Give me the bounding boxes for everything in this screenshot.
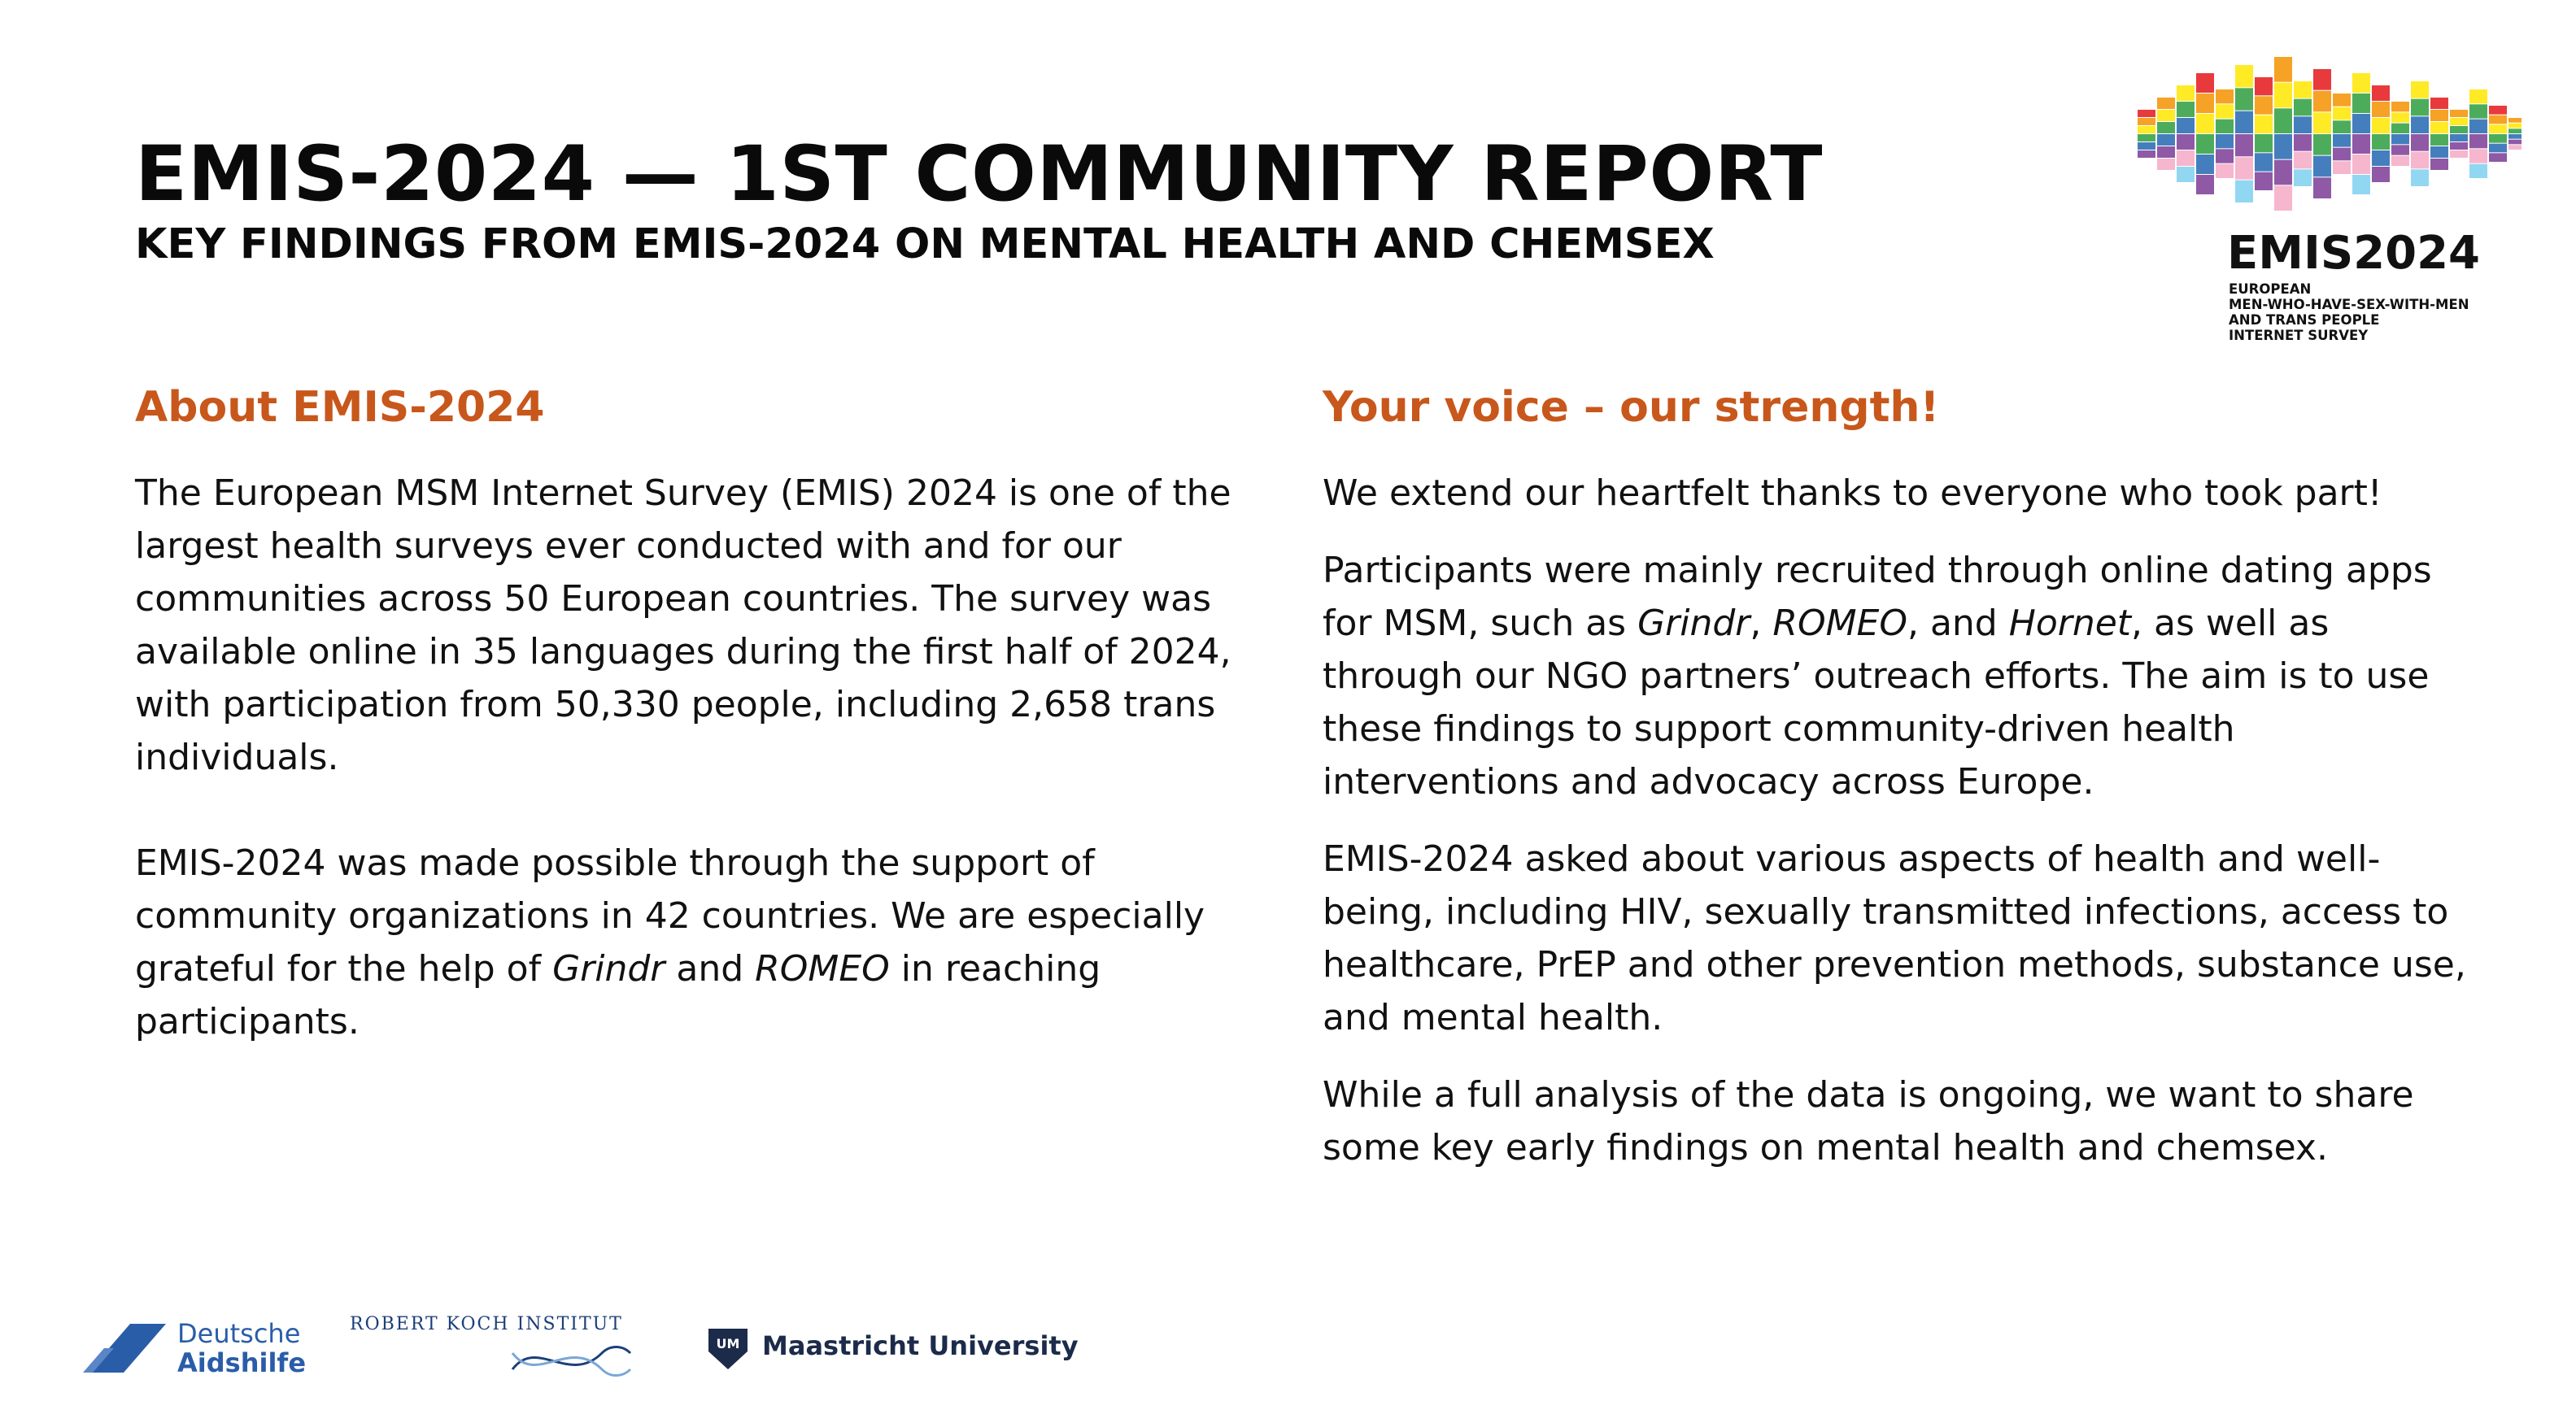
voice-heading: Your voice – our strength! bbox=[1323, 383, 1940, 432]
emis-logo-bar bbox=[2411, 81, 2429, 98]
emis-logo-bar bbox=[2508, 140, 2522, 145]
about-p2-text: in reaching participants. bbox=[135, 948, 1101, 1042]
deutsche-aidshilfe-logo bbox=[81, 1317, 309, 1382]
emis-logo-bar bbox=[2469, 149, 2487, 163]
voice-paragraph-4: While a full analysis of the data is ongoing, we want to share some key early findings on mental health and chemsex. bbox=[1323, 1074, 2414, 1168]
emis-logo-bar bbox=[2450, 142, 2468, 150]
emis-logo-bar bbox=[2430, 122, 2448, 133]
grindr-name: Grindr bbox=[1637, 603, 1750, 644]
emis-logo-bar bbox=[2216, 149, 2234, 163]
emis-logo-bar bbox=[2235, 157, 2253, 179]
romeo-name: ROMEO bbox=[1772, 603, 1907, 644]
report-header bbox=[135, 130, 1823, 270]
emis-logo-bar bbox=[2274, 160, 2292, 185]
emis-logo-bar bbox=[2255, 96, 2273, 114]
emis-logo-tagline bbox=[2229, 281, 2469, 343]
emis-logo-bar bbox=[2294, 116, 2312, 133]
emis-logo-bar bbox=[2469, 104, 2487, 118]
emis-logo-bar bbox=[2196, 94, 2214, 113]
voice-p2-text: Participants were mainly recruited through online dating apps for MSM, such as bbox=[1323, 550, 2432, 644]
emis-logo-bar bbox=[2333, 94, 2351, 107]
emis-logo-bar bbox=[2489, 106, 2507, 115]
voice-paragraph-2 bbox=[1323, 544, 2478, 808]
emis-logo-bar bbox=[2138, 126, 2155, 133]
robert-koch-institut-logo bbox=[350, 1303, 651, 1384]
emis-logo-bar bbox=[2177, 102, 2195, 117]
about-section bbox=[135, 379, 1274, 1048]
emis-logo-bar bbox=[2157, 122, 2175, 133]
emis-logo-bar bbox=[2430, 98, 2448, 109]
grindr-name: Grindr bbox=[552, 948, 665, 990]
emis-logo-bar bbox=[2508, 118, 2522, 123]
emis-logo-bar bbox=[2196, 114, 2214, 133]
emis-logo-bar bbox=[2333, 148, 2351, 161]
emis-logo-tagline-line: AND TRANS PEOPLE bbox=[2229, 312, 2380, 328]
emis-logo-bar bbox=[2391, 124, 2409, 133]
emis-logo-bar bbox=[2411, 116, 2429, 133]
emis-logo-bar bbox=[2196, 134, 2214, 154]
emis-logo-bar bbox=[2469, 164, 2487, 178]
emis-logo-bar bbox=[2274, 108, 2292, 133]
emis-logo-bars-icon bbox=[2131, 49, 2522, 220]
emis-logo-bar bbox=[2469, 89, 2487, 103]
emis-logo-bar bbox=[2216, 134, 2234, 148]
emis-logo-bar bbox=[2294, 152, 2312, 169]
hornet-name: Hornet bbox=[2008, 603, 2132, 644]
emis-logo-bar bbox=[2294, 81, 2312, 98]
emis-logo-bar bbox=[2216, 164, 2234, 178]
romeo-name: ROMEO bbox=[755, 948, 890, 990]
report-title: EMIS-2024 — 1ST COMMUNITY REPORT bbox=[135, 130, 1824, 219]
emis-logo-bar bbox=[2489, 134, 2507, 143]
emis-logo-bar bbox=[2177, 85, 2195, 101]
emis-logo-bar bbox=[2157, 146, 2175, 158]
voice-p2-text: , and bbox=[1907, 603, 2009, 644]
emis-logo-bar bbox=[2157, 134, 2175, 146]
emis-logo-bar bbox=[2255, 115, 2273, 133]
emis-logo-bar bbox=[2196, 154, 2214, 174]
rki-name: ROBERT KOCH INSTITUT bbox=[350, 1314, 623, 1334]
emis-logo-brand: EMIS2024 bbox=[2227, 227, 2481, 280]
emis-logo-bar bbox=[2391, 134, 2409, 144]
emis-logo-tagline-line: MEN-WHO-HAVE-SEX-WITH-MEN bbox=[2229, 297, 2469, 312]
emis-logo-bar bbox=[2411, 169, 2429, 186]
about-heading: About EMIS-2024 bbox=[135, 383, 545, 432]
emis-logo-bar bbox=[2508, 134, 2522, 139]
emis-logo-bar bbox=[2411, 152, 2429, 169]
emis-logo-bar bbox=[2216, 104, 2234, 118]
voice-p2-text: , as well as through our NGO partners’ outreach efforts. The aim is to use these findings to support community-driven health interventions and advocacy across Europe. bbox=[1323, 603, 2430, 803]
emis-logo-bar bbox=[2352, 73, 2370, 93]
emis-logo-bar bbox=[2391, 145, 2409, 154]
aidshilfe-swoosh-icon bbox=[81, 1319, 171, 1376]
emis-logo-bar bbox=[2333, 120, 2351, 133]
emis-logo-bar bbox=[2177, 167, 2195, 182]
emis-logo-bar bbox=[2138, 110, 2155, 117]
emis-logo-bar bbox=[2235, 88, 2253, 110]
emis-logo-bar bbox=[2391, 102, 2409, 111]
emis-logo-bar bbox=[2235, 65, 2253, 87]
emis-logo-bar bbox=[2157, 159, 2175, 170]
emis-logo-bar bbox=[2391, 112, 2409, 122]
emis-logo-bar bbox=[2196, 73, 2214, 93]
emis-logo-bar bbox=[2489, 124, 2507, 133]
emis-logo-bar bbox=[2391, 156, 2409, 166]
emis-logo-bar bbox=[2216, 120, 2234, 133]
emis-logo-bar bbox=[2489, 144, 2507, 153]
rki-helix-icon bbox=[504, 1337, 634, 1386]
emis-logo-bar bbox=[2352, 154, 2370, 174]
emis-logo-bar bbox=[2274, 83, 2292, 108]
emis-logo-bar bbox=[2352, 114, 2370, 133]
emis-logo-bar bbox=[2177, 134, 2195, 150]
emis-logo-bar bbox=[2450, 118, 2468, 125]
about-paragraph-2 bbox=[135, 837, 1274, 1048]
emis-logo-bar bbox=[2450, 126, 2468, 133]
emis-logo-bar bbox=[2177, 118, 2195, 133]
emis-logo-bar bbox=[2430, 134, 2448, 146]
emis-logo-bar bbox=[2294, 134, 2312, 151]
emis-logo-bar bbox=[2313, 112, 2331, 133]
voice-paragraph-1: We extend our heartfelt thanks to everyone who took part! bbox=[1323, 472, 2382, 514]
emis-logo-bar bbox=[2333, 107, 2351, 120]
emis-logo-bar bbox=[2450, 150, 2468, 158]
emis-logo-tagline-line: INTERNET SURVEY bbox=[2229, 328, 2369, 343]
emis-logo-bar bbox=[2469, 120, 2487, 133]
emis-logo-bar bbox=[2157, 110, 2175, 121]
emis-logo-tagline-line: EUROPEAN bbox=[2229, 281, 2312, 297]
emis-logo-bar bbox=[2489, 153, 2507, 162]
emis-logo-bar bbox=[2372, 167, 2390, 182]
emis-logo-bar bbox=[2372, 102, 2390, 117]
emis-logo-bar bbox=[2372, 85, 2390, 101]
emis-logo-bar bbox=[2177, 150, 2195, 166]
um-shield-icon bbox=[704, 1324, 752, 1373]
emis-logo-bar bbox=[2216, 89, 2234, 103]
emis-logo-bar bbox=[2255, 172, 2273, 190]
emis-logo-bar bbox=[2313, 134, 2331, 155]
emis-logo-bar bbox=[2450, 134, 2468, 141]
emis-logo-bar bbox=[2450, 110, 2468, 117]
maastricht-university-logo bbox=[704, 1324, 1079, 1381]
emis-logo-bar bbox=[2430, 146, 2448, 158]
emis-logo-bar bbox=[2157, 98, 2175, 109]
emis-logo-bar bbox=[2235, 134, 2253, 156]
emis-logo-bar bbox=[2372, 118, 2390, 133]
emis-logo-bar bbox=[2255, 153, 2273, 171]
emis-logo-bar bbox=[2255, 77, 2273, 95]
emis-logo bbox=[2131, 49, 2522, 343]
um-name: Maastricht University bbox=[762, 1330, 1079, 1361]
emis-logo-bar bbox=[2508, 124, 2522, 128]
emis-logo-bar bbox=[2274, 134, 2292, 159]
aidshilfe-name-line2: Aidshilfe bbox=[177, 1347, 307, 1378]
voice-paragraph-3: EMIS-2024 asked about various aspects of health and well-being, including HIV, sexually transmitted infections, access to healthcare, PrEP and other prevention methods, substance use, and mental health. bbox=[1323, 838, 2466, 1038]
emis-logo-bar bbox=[2313, 177, 2331, 198]
emis-logo-bar bbox=[2313, 69, 2331, 90]
emis-logo-bar bbox=[2411, 99, 2429, 116]
emis-logo-bar bbox=[2333, 134, 2351, 147]
emis-logo-bar bbox=[2372, 150, 2390, 166]
emis-logo-bar bbox=[2430, 110, 2448, 121]
partner-logos bbox=[81, 1301, 1079, 1390]
emis-logo-bar bbox=[2411, 134, 2429, 151]
emis-logo-bar bbox=[2138, 134, 2155, 141]
emis-logo-bar bbox=[2274, 185, 2292, 211]
um-shield-label: UM bbox=[716, 1336, 740, 1351]
aidshilfe-name-line1: Deutsche bbox=[177, 1318, 301, 1349]
about-p2-text: EMIS-2024 was made possible through the support of community organizations in 42 countries. We are especially grateful for the help of bbox=[135, 842, 1205, 990]
voice-p2-text: , bbox=[1750, 603, 1773, 644]
emis-logo-bar bbox=[2352, 175, 2370, 194]
voice-section bbox=[1323, 379, 2478, 1174]
about-p2-text: and bbox=[665, 948, 756, 990]
about-paragraph-1: The European MSM Internet Survey (EMIS) 2024 is one of the largest health surveys ever conducted with and for our communities across 50 European countries. The survey was available online in 35 languages during the first half of 2024, with participation from 50,330 people, including 2,658 trans individuals. bbox=[135, 472, 1231, 778]
report-subtitle: KEY FINDINGS FROM EMIS-2024 ON MENTAL HEALTH AND CHEMSEX bbox=[135, 220, 1715, 268]
emis-logo-bar bbox=[2274, 57, 2292, 82]
emis-logo-bar bbox=[2352, 94, 2370, 113]
emis-logo-bar bbox=[2294, 99, 2312, 116]
emis-logo-bar bbox=[2138, 150, 2155, 158]
emis-logo-bar bbox=[2138, 142, 2155, 150]
emis-logo-bar bbox=[2255, 134, 2273, 152]
emis-logo-bar bbox=[2508, 145, 2522, 150]
emis-logo-bar bbox=[2489, 115, 2507, 124]
emis-logo-bar bbox=[2235, 111, 2253, 133]
emis-logo-bar bbox=[2313, 91, 2331, 112]
emis-logo-bar bbox=[2508, 128, 2522, 133]
emis-logo-bar bbox=[2469, 134, 2487, 148]
emis-logo-bar bbox=[2235, 181, 2253, 202]
emis-logo-bar bbox=[2352, 134, 2370, 154]
emis-logo-bar bbox=[2372, 134, 2390, 150]
emis-logo-bar bbox=[2430, 159, 2448, 170]
emis-logo-bar bbox=[2196, 175, 2214, 194]
emis-logo-bar bbox=[2333, 161, 2351, 174]
emis-logo-bar bbox=[2138, 118, 2155, 125]
emis-logo-bar bbox=[2294, 169, 2312, 186]
emis-logo-bar bbox=[2313, 156, 2331, 177]
